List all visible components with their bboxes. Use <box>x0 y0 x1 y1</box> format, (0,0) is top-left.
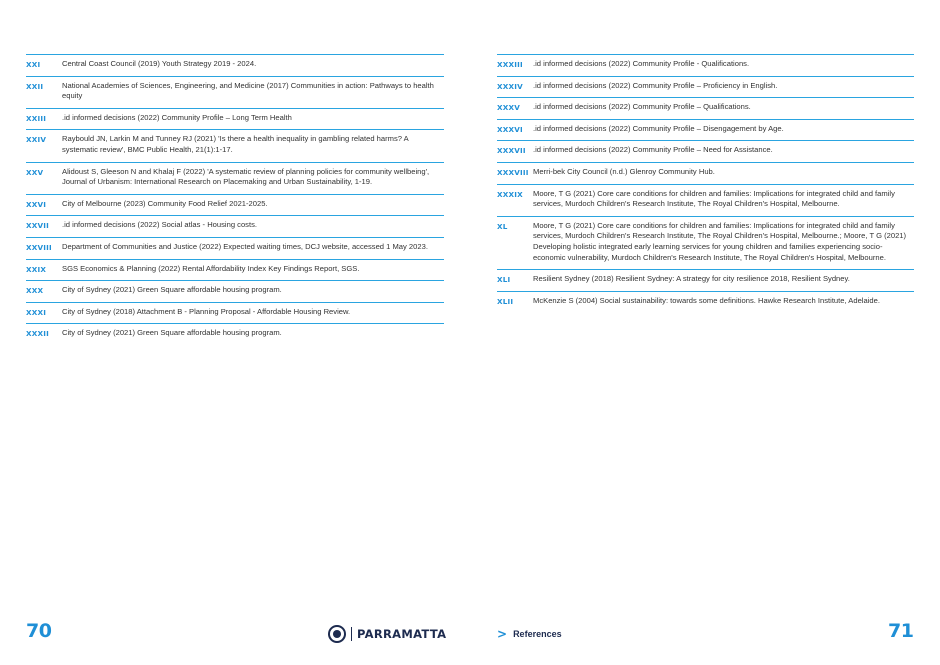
reference-item <box>497 76 914 98</box>
reference-number: XXVI <box>26 199 47 209</box>
reference-item <box>497 97 914 119</box>
reference-text: .id informed decisions (2022) Community Profile – Need for Assistance. <box>533 145 773 155</box>
reference-number: XXV <box>26 167 44 177</box>
reference-number: XLII <box>497 296 514 306</box>
reference-text: Raybould JN, Larkin M and Tunney RJ (2021) 'Is there a health inequality in gambling related harms? A systematic review', BMC Public Health, 21(1):1-17. <box>62 134 409 154</box>
reference-text: .id informed decisions (2022) Community Profile – Long Term Health <box>62 112 292 122</box>
reference-item <box>497 269 914 291</box>
reference-item <box>497 216 914 269</box>
parramatta-logo <box>328 625 446 643</box>
reference-text: Resilient Sydney (2018) Resilient Sydney: A strategy for city resilience 2018, Resilient Sydney. <box>533 274 850 284</box>
reference-item <box>26 323 444 345</box>
reference-number: XXXII <box>26 329 49 339</box>
reference-text: City of Sydney (2021) Green Square affordable housing program. <box>62 328 282 338</box>
reference-text: SGS Economics & Planning (2022) Rental Affordability Index Key Findings Report, SGS. <box>62 263 360 273</box>
reference-number: XXIV <box>26 135 47 145</box>
reference-number: XXXVI <box>497 124 523 134</box>
chevron-right-icon: > <box>497 627 508 641</box>
section-label-text: References <box>513 629 562 639</box>
references-left-column <box>26 54 444 345</box>
reference-item <box>26 237 444 259</box>
reference-text: Moore, T G (2021) Core care conditions for children and families: Implications for integrated child and family services, Murdoch Children's Research Institute, The Royal Children's Hospital, Melbourne. <box>533 188 895 209</box>
reference-item <box>26 162 444 194</box>
logo-wordmark: PARRAMATTA <box>357 627 447 641</box>
references-right-column <box>497 54 914 312</box>
reference-text: National Academies of Sciences, Engineering, and Medicine (2017) Communities in action: Pathways to health equity <box>62 80 434 101</box>
page-number-left: 70 <box>26 620 52 642</box>
reference-item <box>26 108 444 130</box>
reference-item <box>497 54 914 76</box>
reference-number: XXII <box>26 81 44 91</box>
section-label <box>497 628 562 640</box>
reference-item <box>26 54 444 76</box>
page-number-right: 71 <box>888 620 914 642</box>
reference-item <box>26 302 444 324</box>
reference-number: XXX <box>26 286 44 296</box>
reference-item <box>497 162 914 184</box>
reference-text: City of Sydney (2018) Attachment B - Planning Proposal - Affordable Housing Review. <box>62 306 351 316</box>
logo-divider <box>351 627 352 641</box>
reference-number: XXI <box>26 60 41 69</box>
reference-number: XXXIII <box>497 60 523 69</box>
reference-item <box>497 119 914 141</box>
reference-item <box>26 280 444 302</box>
reference-text: .id informed decisions (2022) Social atlas - Housing costs. <box>62 220 257 230</box>
reference-item <box>497 184 914 216</box>
reference-text: Merri-bek City Council (n.d.) Glenroy Community Hub. <box>533 166 715 176</box>
reference-item <box>26 76 444 108</box>
reference-text: Moore, T G (2021) Core care conditions for children and families: Implications for integrated child and family services, Murdoch Children's Research Institute, The Royal Children's Hospital, Melbourne.; Moore, T G (2021) Developing holistic integrated early learning services for young children and families experiencing socio-economic vulnerability, Murdoch Children's Research Institute, The Royal Children's Hospital, Melbourne. <box>533 220 907 262</box>
reference-number: XXXIX <box>497 189 523 199</box>
reference-text: Alidoust S, Gleeson N and Khalaj F (2022) 'A systematic review of planning policies for community wellbeing', Journal of Urbanism: International Research on Placemaking and Urban Sustainability, 1-19. <box>62 166 430 187</box>
reference-number: XXXVIII <box>497 167 529 177</box>
reference-number: XXXI <box>26 307 47 317</box>
reference-text: .id informed decisions (2022) Community Profile - Qualifications. <box>533 59 750 68</box>
reference-number: XLI <box>497 275 511 285</box>
reference-number: XXXVII <box>497 146 526 156</box>
reference-item <box>26 215 444 237</box>
reference-item <box>497 291 914 313</box>
reference-text: Central Coast Council (2019) Youth Strategy 2019 - 2024. <box>62 59 257 68</box>
reference-item <box>26 129 444 161</box>
reference-text: Department of Communities and Justice (2022) Expected waiting times, DCJ website, accessed 1 May 2023. <box>62 241 428 251</box>
reference-text: .id informed decisions (2022) Community Profile – Proficiency in English. <box>533 80 778 90</box>
reference-number: XXIII <box>26 113 47 123</box>
reference-item <box>26 194 444 216</box>
reference-number: XXXV <box>497 103 520 113</box>
reference-number: XXIX <box>26 264 47 274</box>
reference-text: .id informed decisions (2022) Community Profile – Qualifications. <box>533 102 751 112</box>
reference-text: City of Sydney (2021) Green Square affordable housing program. <box>62 285 282 295</box>
reference-text: City of Melbourne (2023) Community Food Relief 2021-2025. <box>62 198 268 208</box>
reference-number: XXVIII <box>26 242 52 252</box>
reference-item <box>497 140 914 162</box>
city-seal-icon <box>328 625 346 643</box>
reference-text: .id informed decisions (2022) Community Profile – Disengagement by Age. <box>533 123 784 133</box>
reference-number: XXVII <box>26 221 49 231</box>
reference-number: XXXIV <box>497 81 523 91</box>
reference-number: XL <box>497 221 508 231</box>
reference-item <box>26 259 444 281</box>
reference-text: McKenzie S (2004) Social sustainability: towards some definitions. Hawke Research Institute, Adelaide. <box>533 295 880 305</box>
